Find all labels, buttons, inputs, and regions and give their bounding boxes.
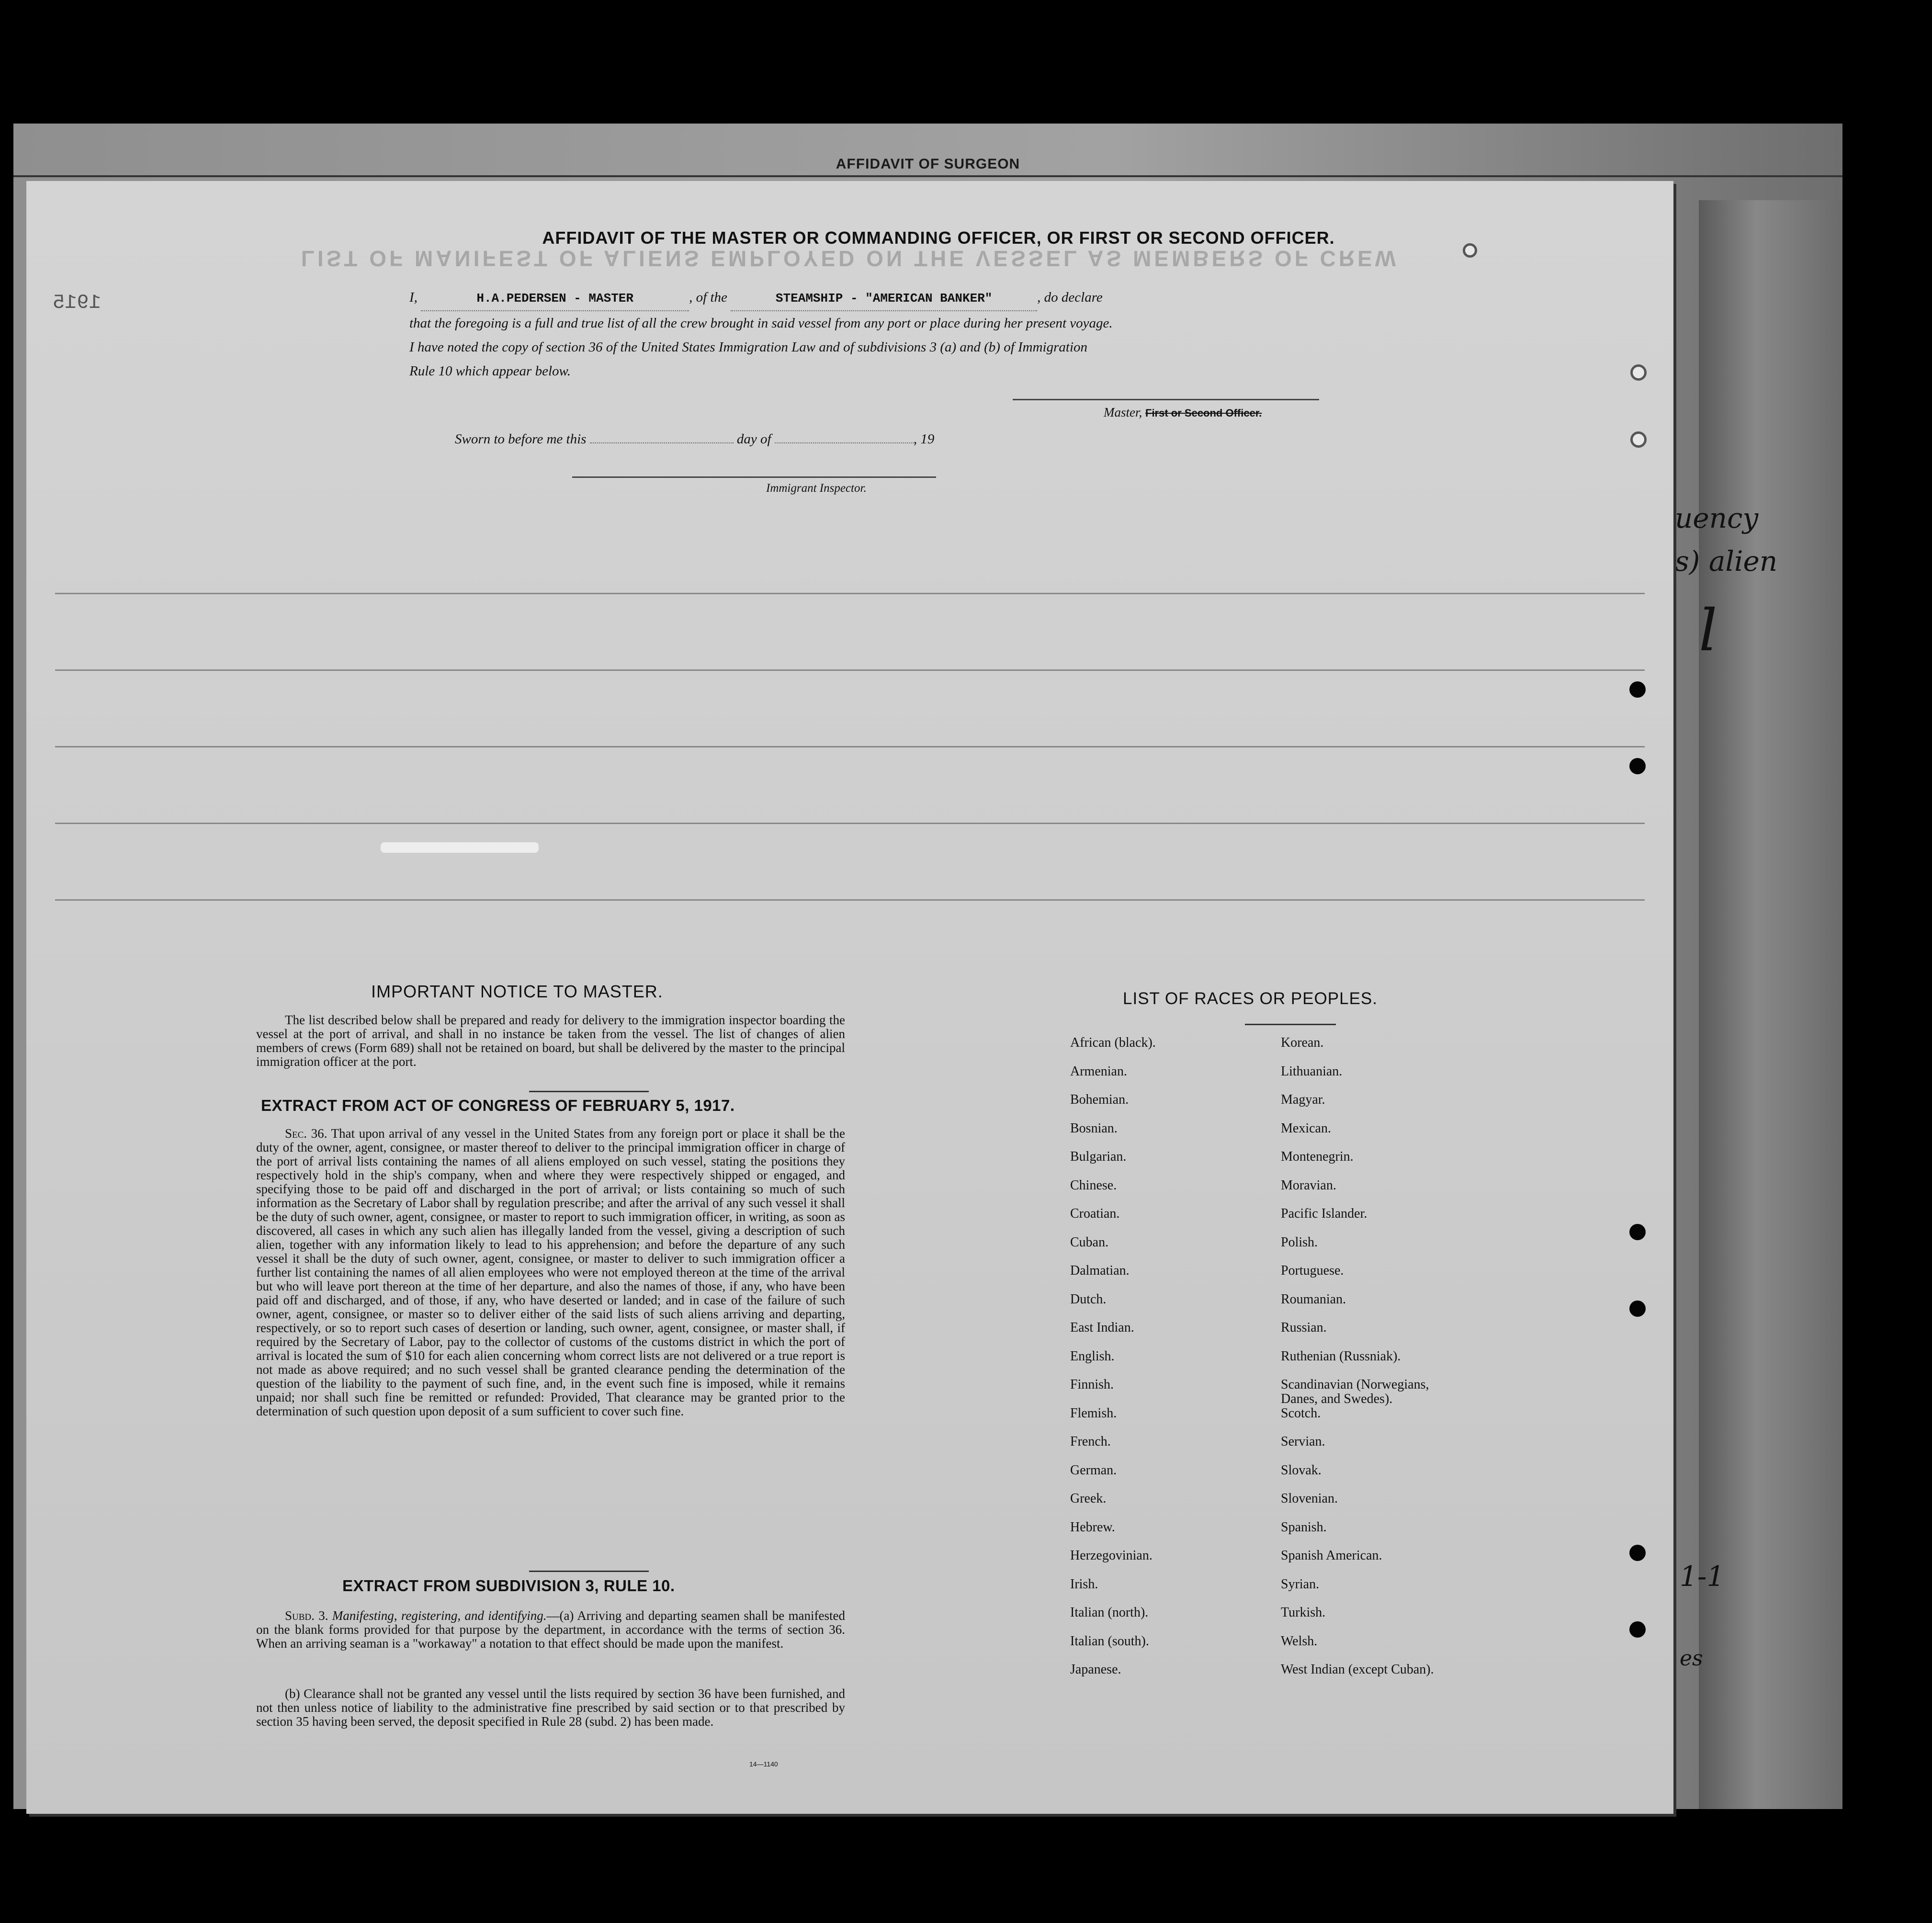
subd-heading: Manifesting, registering, and identifying. xyxy=(332,1608,547,1623)
race-item: Spanish. xyxy=(1281,1519,1327,1535)
race-item: Pacific Islander. xyxy=(1281,1206,1367,1221)
punch-hole-icon xyxy=(1629,758,1646,774)
race-item: Magyar. xyxy=(1281,1092,1325,1107)
race-item: Flemish. xyxy=(1070,1405,1117,1421)
bleed-through-title: LIST OF MANIFEST OF ALIENS EMPLOYED ON THE VESSEL AS MEMBERS OF CREW xyxy=(301,246,1399,271)
punch-hole-icon xyxy=(1629,681,1646,698)
notice-body: The list described below shall be prepared and ready for delivery to the immigration inspector boarding the vessel at the port of arrival, and shall in no instance be taken from the vessel. The list of changes of alien members of crews (Form 689) shall not be retained on board, but shall be delivered by the master to the principal immigration officer at the port. xyxy=(256,1013,845,1069)
race-item: Ruthenian (Russniak). xyxy=(1281,1348,1401,1364)
declaration-prefix: I, xyxy=(409,290,418,305)
signature-label-text: Master, xyxy=(1104,405,1142,419)
race-item: French. xyxy=(1070,1434,1111,1449)
bleed-through-row xyxy=(55,823,1645,824)
subd-para-a: —(a) Arriving and departing seamen shall be manifested on the blank forms provided for that purpose by the department, in accordance with the terms of section 36. When an arriving seaman is a "workaway" a notation to that effect should be made upon the manifest. xyxy=(256,1608,845,1651)
declaration-line-4: Rule 10 which appear below. xyxy=(409,363,571,379)
race-item: Hebrew. xyxy=(1070,1519,1115,1535)
race-item: Croatian. xyxy=(1070,1206,1120,1221)
race-item: Irish. xyxy=(1070,1576,1098,1592)
race-item: Cuban. xyxy=(1070,1234,1109,1250)
divider xyxy=(529,1091,649,1092)
vessel-field xyxy=(731,285,1037,311)
punch-hole-icon xyxy=(1630,364,1647,381)
race-item: Scotch. xyxy=(1281,1405,1321,1421)
race-item: Dalmatian. xyxy=(1070,1263,1130,1278)
declaration-mid: , of the xyxy=(689,290,727,305)
race-item: Dutch. xyxy=(1070,1291,1107,1307)
race-item: Bulgarian. xyxy=(1070,1149,1127,1164)
notice-title: IMPORTANT NOTICE TO MASTER. xyxy=(371,982,663,1001)
handwritten-note: uency xyxy=(1675,502,1759,534)
affidavit-declaration xyxy=(409,285,1367,383)
master-signature-label xyxy=(1104,405,1262,420)
punch-hole-icon xyxy=(1629,1301,1646,1317)
race-item: Syrian. xyxy=(1281,1576,1320,1592)
officer-name-field xyxy=(421,285,689,311)
race-item: German. xyxy=(1070,1462,1117,1478)
bleed-through-row xyxy=(55,593,1645,594)
sworn-month-field xyxy=(775,442,914,443)
margin-number: 1915 xyxy=(53,291,101,314)
race-item: Mexican. xyxy=(1281,1120,1331,1136)
race-item: Armenian. xyxy=(1070,1063,1127,1079)
race-item: Italian (north). xyxy=(1070,1605,1149,1620)
race-item: Lithuanian. xyxy=(1281,1063,1343,1079)
extract-act-title: EXTRACT FROM ACT OF CONGRESS OF FEBRUARY 5, 1917. xyxy=(261,1097,735,1114)
handwritten-note: 1-1 xyxy=(1680,1560,1725,1593)
subd-label: Subd. 3. xyxy=(285,1608,328,1623)
extract-rule-title: EXTRACT FROM SUBDIVISION 3, RULE 10. xyxy=(342,1577,675,1595)
race-item: Moravian. xyxy=(1281,1177,1336,1193)
race-item: East Indian. xyxy=(1070,1320,1134,1335)
inspector-label: Immigrant Inspector. xyxy=(766,482,867,495)
handwritten-note: es xyxy=(1680,1646,1703,1671)
race-item: Montenegrin. xyxy=(1281,1149,1354,1164)
race-item: Finnish. xyxy=(1070,1377,1114,1392)
handwritten-note: l xyxy=(1699,598,1717,664)
sworn-day-label: day of xyxy=(736,431,771,447)
officer-name: H.A.PEDERSEN - MASTER xyxy=(476,291,633,305)
affidavit-sheet xyxy=(26,181,1673,1814)
declaration-line-1 xyxy=(409,285,1367,311)
sworn-day-field xyxy=(590,442,734,443)
races-list-left xyxy=(1070,1036,1156,1691)
race-item: Italian (south). xyxy=(1070,1633,1149,1649)
bleed-through-row xyxy=(55,746,1645,747)
race-item: Portuguese. xyxy=(1281,1263,1344,1278)
divider xyxy=(529,1571,649,1572)
punch-hole-icon xyxy=(1629,1545,1646,1561)
sec-36-text: That upon arrival of any vessel in the United States from any foreign port or place it shall be the duty of the owner, agent, consignee, or master thereof to deliver to the principal immigration officer in charge of the port of arrival lists containing the names of all aliens employed on such vessel, stating the positions they respectively hold in the ship's company, when and where they were respectively shipped or engaged, and specifying those to be paid off and discharged in the port of arrival; or lists containing so much of such information as the Secretary of Labor shall by regulation prescribe; and after the arrival of any such vessel it shall be the duty of such owner, agent, consignee, or master to report to such immigration officer, in writing, as soon as discovered, all cases in which any such alien has illegally landed from the vessel, giving a description of such alien, together with any information likely to lead to his apprehension; and before the departure of any such vessel it shall be the duty of such owner, agent, consignee, or master to deliver to such immigration officer a further list containing the names of all alien employees who were not employed thereon at the time of the arrival but who will leave port thereon at the time of her departure, and also the names of those, if any, who have been paid off and discharged, and of those, if any, who have deserted or landed; and in case of the failure of such owner, agent, consignee, or master so to deliver either of the said lists of such aliens arriving and departing, respectively, or so to report such cases of desertion or landing, such owner, agent, consignee, or master shall, if required by the Secretary of Labor, pay to the collector of customs of the customs district in which the port of arrival is located the sum of $10 for each alien concerning whom correct lists are not delivered or a true report is not made as above required; and no such vessel shall be granted clearance pending the determination of the question of the liability to the payment of such fine, and, in the event such fine is imposed, while it remains unpaid; nor shall such fine be remitted or refunded: Provided, That clearance may be granted prior to the determination of such question upon deposit of a sum sufficient to cover such fine. xyxy=(256,1126,845,1418)
declaration-line-3: I have noted the copy of section 36 of the United States Immigration Law and of subdivisions 3 (a) and (b) of Immigration xyxy=(409,339,1088,355)
race-item: Welsh. xyxy=(1281,1633,1318,1649)
sworn-year: , 19 xyxy=(913,431,935,447)
race-item: Polish. xyxy=(1281,1234,1318,1250)
race-item: Scandinavian (Norwegians, Danes, and Swedes). xyxy=(1281,1377,1429,1406)
vessel-name: STEAMSHIP - "AMERICAN BANKER" xyxy=(775,291,993,305)
race-item: Slovenian. xyxy=(1281,1491,1338,1506)
race-item: English. xyxy=(1070,1348,1115,1364)
affidavit-title: AFFIDAVIT OF THE MASTER OR COMMANDING OFFICER, OR FIRST OR SECOND OFFICER. xyxy=(542,228,1335,248)
inspector-signature-line xyxy=(572,476,936,478)
extract-rule-body-b: (b) Clearance shall not be granted any vessel until the lists required by section 36 have been furnished, and not then unless notice of liability to the administrative fine prescribed by said section or to that prescribed by section 35 having been served, the deposit specified in Rule 28 (subd. 2) has been made. xyxy=(256,1686,845,1729)
bleed-through-row xyxy=(55,669,1645,671)
declaration-suffix: , do declare xyxy=(1037,290,1103,305)
sec-label: Sec. 36. xyxy=(285,1126,328,1141)
master-signature-line xyxy=(1013,399,1319,400)
race-item: African (black). xyxy=(1070,1035,1156,1050)
struck-officer-text: First or Second Officer. xyxy=(1145,407,1262,419)
race-item: Roumanian. xyxy=(1281,1291,1346,1307)
races-list-right xyxy=(1281,1036,1434,1691)
sworn-prefix: Sworn to before me this xyxy=(455,431,587,447)
race-item: Servian. xyxy=(1281,1434,1325,1449)
race-item: Spanish American. xyxy=(1281,1548,1382,1563)
ink-smear xyxy=(381,842,539,853)
race-item: Slovak. xyxy=(1281,1462,1322,1478)
race-item: Russian. xyxy=(1281,1320,1327,1335)
sworn-statement xyxy=(455,431,934,447)
handwritten-note: s) alien xyxy=(1675,545,1778,577)
race-item: Bohemian. xyxy=(1070,1092,1129,1107)
extract-rule-body-a xyxy=(256,1609,845,1651)
form-number: 14—1140 xyxy=(749,1760,778,1768)
race-item: Chinese. xyxy=(1070,1177,1117,1193)
declaration-line-2: that the foregoing is a full and true list of all the crew brought in said vessel from any port or place during her present voyage. xyxy=(409,316,1113,331)
underlying-header-rule xyxy=(13,175,1842,177)
race-item: Japanese. xyxy=(1070,1662,1121,1677)
divider xyxy=(1245,1024,1336,1025)
underlying-header: AFFIDAVIT OF SURGEON xyxy=(836,156,1020,172)
bleed-through-row xyxy=(55,899,1645,901)
race-item: Korean. xyxy=(1281,1035,1324,1050)
punch-hole-icon xyxy=(1629,1224,1646,1240)
race-item: Bosnian. xyxy=(1070,1120,1118,1136)
punch-hole-icon xyxy=(1629,1621,1646,1638)
race-item: West Indian (except Cuban). xyxy=(1281,1662,1434,1677)
race-item: Herzegovinian. xyxy=(1070,1548,1152,1563)
race-item: Turkish. xyxy=(1281,1605,1326,1620)
punch-hole-icon xyxy=(1630,431,1647,448)
race-item: Greek. xyxy=(1070,1491,1107,1506)
extract-act-body xyxy=(256,1127,845,1418)
races-title: LIST OF RACES OR PEOPLES. xyxy=(1123,989,1378,1008)
